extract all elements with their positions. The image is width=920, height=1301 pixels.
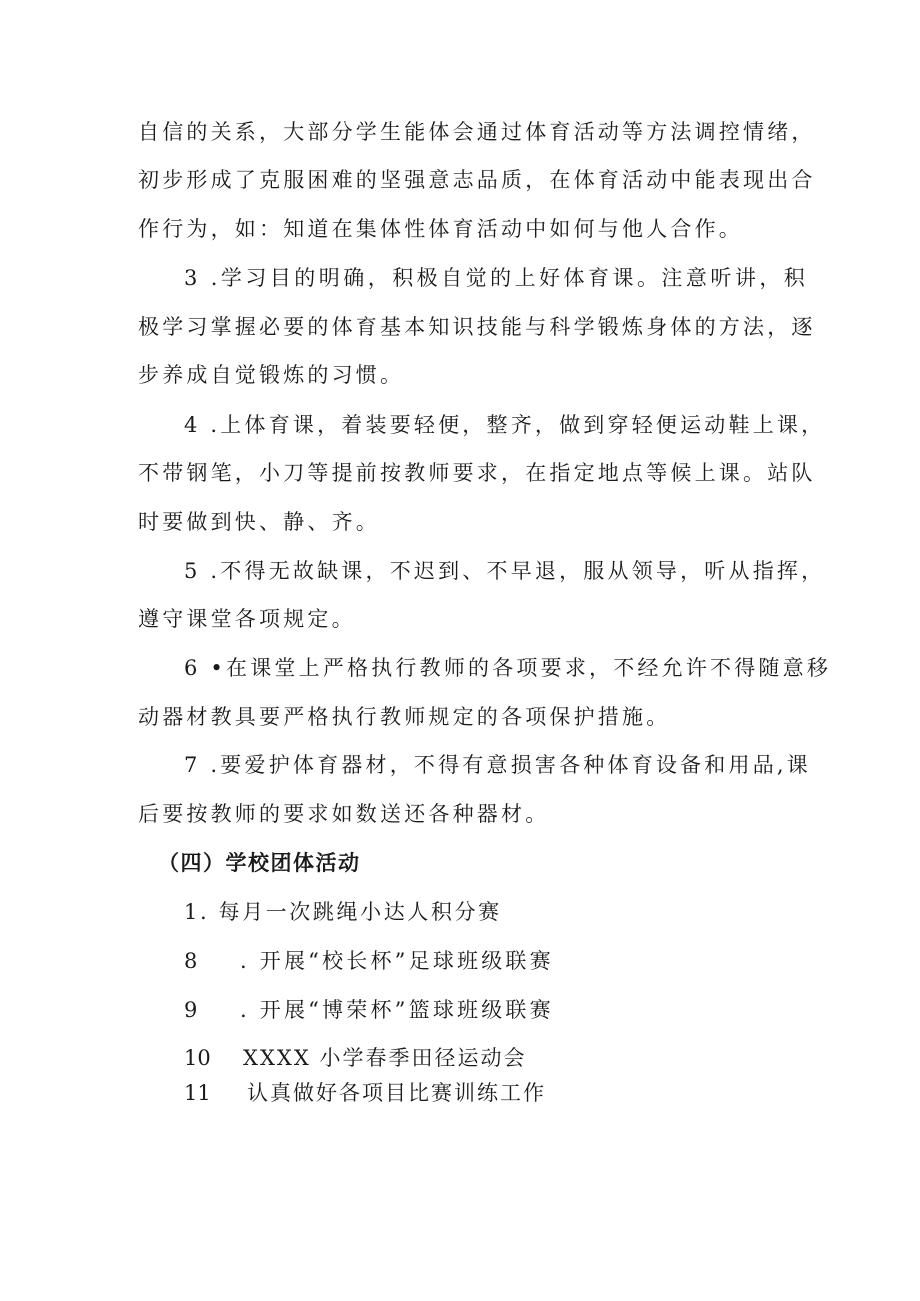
list-item-number: 11 (184, 1081, 211, 1105)
paragraph-1-line-3: 作行为，如：知道在集体性体育活动中如何与他人合作。 (138, 217, 743, 241)
paragraph-3-line-1: 3 .学习目的明确，积极自觉的上好体育课。注意听讲，积 (184, 266, 808, 290)
paragraph-1-line-2: 初步形成了克服困难的坚强意志品质，在体育活动中能表现出合 (138, 168, 816, 192)
paragraph-3-line-3: 步养成自觉锻炼的习惯。 (138, 363, 405, 387)
paragraph-4-line-3: 时要做到快、静、齐。 (138, 510, 380, 534)
paragraph-6-line-2: 动器材教具要严格执行教师规定的各项保护措施。 (138, 705, 671, 729)
paragraph-3-line-2: 极学习掌握必要的体育基本知识技能与科学锻炼身体的方法，逐 (138, 315, 816, 339)
paragraph-5-line-2: 遵守课堂各项规定。 (138, 607, 356, 631)
list-item-1: 1. 每月一次跳绳小达人积分赛 (184, 900, 502, 924)
paragraph-4-line-2: 不带钢笔，小刀等提前按教师要求，在指定地点等候上课。站队 (138, 461, 816, 485)
paragraph-6-line-1: 6 •在课堂上严格执行教师的各项要求，不经允许不得随意移 (184, 656, 832, 680)
list-item-text: . 开展“博荣杯”篮球班级联赛 (240, 998, 554, 1022)
section-heading: （四）学校团体活动 (158, 851, 361, 875)
list-item-text: 认真做好各项目比赛训练工作 (247, 1081, 546, 1105)
list-item-text: XXXX 小学春季田径运动会 (243, 1046, 527, 1070)
list-item-text: . 开展“校长杯”足球班级联赛 (240, 949, 554, 973)
paragraph-7-line-1: 7 .要爱护体育器材，不得有意损害各种体育设备和用品,课 (184, 753, 811, 777)
list-item-number: 10 (184, 1046, 211, 1070)
list-item-number: 9 (184, 998, 198, 1022)
paragraph-1-line-1: 自信的关系，大部分学生能体会通过体育活动等方法调控情绪， (138, 120, 816, 144)
list-item-number: 8 (184, 949, 198, 973)
paragraph-7-line-2: 后要按教师的要求如数送还各种器材。 (138, 802, 550, 826)
paragraph-5-line-1: 5 .不得无故缺课，不迟到、不早退，服从领导，听从指挥， (184, 559, 826, 583)
paragraph-4-line-1: 4 .上体育课，着装要轻便，整齐，做到穿轻便运动鞋上课， (184, 413, 826, 437)
